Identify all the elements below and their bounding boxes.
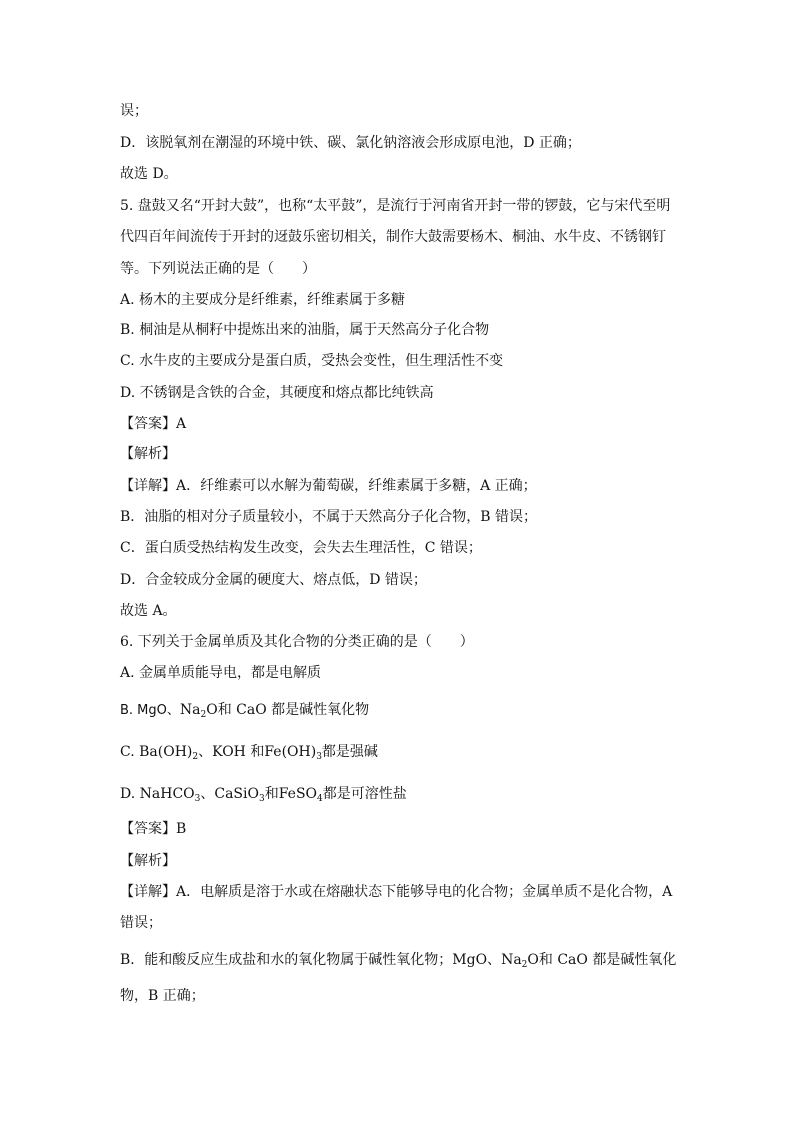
option-c — [120, 742, 378, 767]
option-prefix: B. MgO、 — [120, 703, 180, 718]
detail-line: C．蛋白质受热结构发生改变，会失去生理活性，C 错误； — [120, 540, 482, 556]
option-d — [120, 784, 407, 809]
detail-text: B．能和酸反应生成盐和水的氧化物属于碱性氧化物；MgO、 — [120, 952, 502, 968]
question-5-stem: 5. 盘鼓又名“开封大鼓”，也称“太平鼓”，是流行于河南省开封一带的锣鼓，它与宋代至明 — [120, 198, 671, 214]
detail-text: 和 CaO 都是碱性氧化 — [538, 952, 677, 968]
option-text: 都是可溶性盐 — [322, 786, 407, 802]
option-c: C. 水牛皮的主要成分是蛋白质，受热会变性，但生理活性不变 — [120, 353, 504, 369]
option-d: D. 不锈钢是含铁的合金，其硬度和熔点都比纯铁高 — [120, 385, 434, 401]
detail-line: 【详解】A．电解质是溶于水或在熔融状态下能够导电的化合物；金属单质不是化合物，A — [120, 884, 673, 900]
analysis-label: 【解析】 — [120, 446, 176, 462]
detail-line: B．油脂的相对分子质量较小，不属于天然高分子化合物，B 错误； — [120, 509, 538, 525]
formula: CaSiO$_3$ — [214, 786, 265, 804]
detail-line: 物，B 正确； — [120, 988, 205, 1004]
formula: $Fe(OH)_3$ — [264, 744, 322, 762]
text-line: 故选 A。 — [120, 603, 177, 619]
option-text: 、KOH 和 — [198, 744, 265, 760]
formula: $Ba(OH)_2$ — [139, 744, 199, 762]
question-5-stem: 等。下列说法正确的是（ ） — [120, 261, 316, 277]
formula: FeSO$_4$ — [278, 786, 323, 804]
option-text: 和 CaO 都是碱性氧化物 — [217, 702, 370, 718]
detail-line: D．合金较成分金属的硬度大、熔点低，D 错误； — [120, 572, 427, 588]
formula: $Na_2O$ — [501, 952, 539, 970]
option-b — [120, 700, 369, 725]
detail-line: 错误； — [120, 915, 162, 931]
detail-line — [120, 950, 676, 975]
formula: $Na_2O$ — [179, 702, 218, 720]
text-line: 故选 D。 — [120, 166, 178, 182]
option-prefix: C. — [120, 744, 140, 760]
analysis-label: 【解析】 — [120, 853, 176, 869]
option-text: 、 — [200, 786, 215, 802]
answer-label: 【答案】B — [120, 821, 187, 837]
detail-line: 【详解】A．纤维素可以水解为葡萄碳，纤维素属于多糖，A 正确； — [120, 478, 537, 494]
option-a: A. 金属单质能导电，都是电解质 — [120, 665, 322, 681]
option-text: 都是强碱 — [321, 744, 378, 760]
text-line: 误； — [120, 103, 148, 119]
option-a: A. 杨木的主要成分是纤维素，纤维素属于多糖 — [120, 292, 406, 308]
option-text: 和 — [264, 786, 279, 802]
option-prefix: D. — [120, 786, 140, 802]
option-b: B. 桐油是从桐籽中提炼出来的油脂，属于天然高分子化合物 — [120, 322, 490, 338]
answer-label: 【答案】A — [120, 416, 187, 432]
question-5-stem: 代四百年间流传于开封的迓鼓乐密切相关，制作大鼓需要杨木、桐油、水牛皮、不锈钢钉 — [120, 229, 666, 245]
question-6-stem: 6. 下列关于金属单质及其化合物的分类正确的是（ ） — [120, 634, 474, 650]
formula: NaHCO$_3$ — [139, 786, 201, 804]
text-line: D．该脱氧剂在潮湿的环境中铁、碳、氯化钠溶液会形成原电池，D 正确； — [120, 135, 581, 151]
